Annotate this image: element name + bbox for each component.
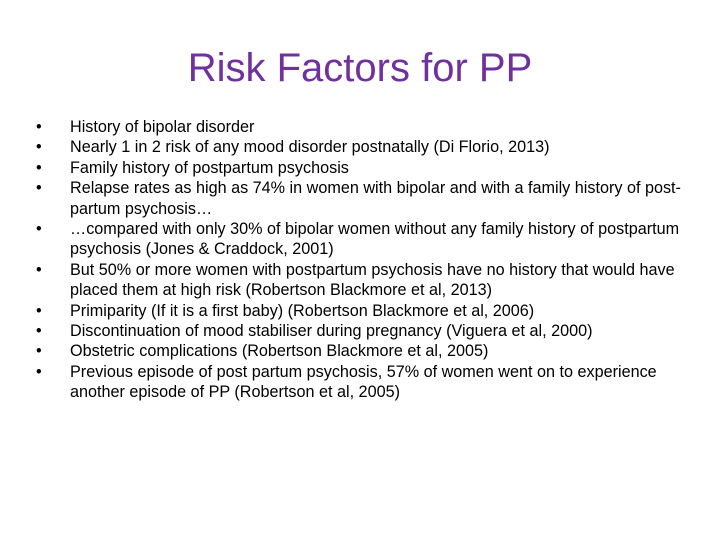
bullet-item [36, 117, 688, 137]
bullet-item [36, 219, 688, 260]
bullet-text: Discontinuation of mood stabiliser during pregnancy (Viguera et al, 2000) [70, 322, 593, 341]
bullet-icon: • [36, 362, 42, 381]
bullet-icon: • [36, 301, 42, 320]
bullet-text: Obstetric complications (Robertson Blackmore et al, 2005) [70, 342, 489, 361]
bullet-icon: • [36, 158, 42, 177]
bullet-icon: • [36, 322, 42, 341]
bullet-text: …compared with only 30% of bipolar women without any family history of postpartum psychosis (Jones & Craddock, 2001) [70, 220, 680, 259]
bullet-icon: • [36, 260, 42, 279]
bullet-list [36, 117, 688, 403]
bullet-text: But 50% or more women with postpartum psychosis have no history that would have placed them at high risk (Robertson Blackmore et al, 2013) [70, 260, 675, 300]
bullet-text: Nearly 1 in 2 risk of any mood disorder postnatally (Di Florio, 2013) [70, 138, 550, 157]
bullet-text: Relapse rates as high as 74% in women with bipolar and with a family history of post-partum psychosis… [70, 179, 681, 218]
bullet-text: History of bipolar disorder [70, 118, 255, 136]
slide-title: Risk Factors for PP [187, 46, 533, 90]
bullet-item [36, 301, 688, 321]
bullet-icon: • [36, 118, 42, 136]
bullet-icon: • [36, 342, 42, 361]
bullet-item [36, 178, 688, 219]
bullet-item [36, 362, 688, 403]
bullet-item [36, 158, 688, 178]
bullet-icon: • [36, 138, 42, 157]
bullet-item [36, 260, 688, 301]
bullet-text: Family history of postpartum psychosis [70, 158, 349, 177]
bullet-icon: • [36, 220, 42, 239]
bullet-icon: • [36, 179, 42, 198]
bullet-item [36, 341, 688, 361]
bullet-text: Primiparity (If it is a first baby) (Robertson Blackmore et al, 2006) [70, 301, 535, 320]
bullet-text: Previous episode of post partum psychosis, 57% of women went on to experience another episode of PP (Robertson et al, 2005) [70, 362, 657, 402]
bullet-item [36, 137, 688, 157]
bullet-item [36, 321, 688, 341]
